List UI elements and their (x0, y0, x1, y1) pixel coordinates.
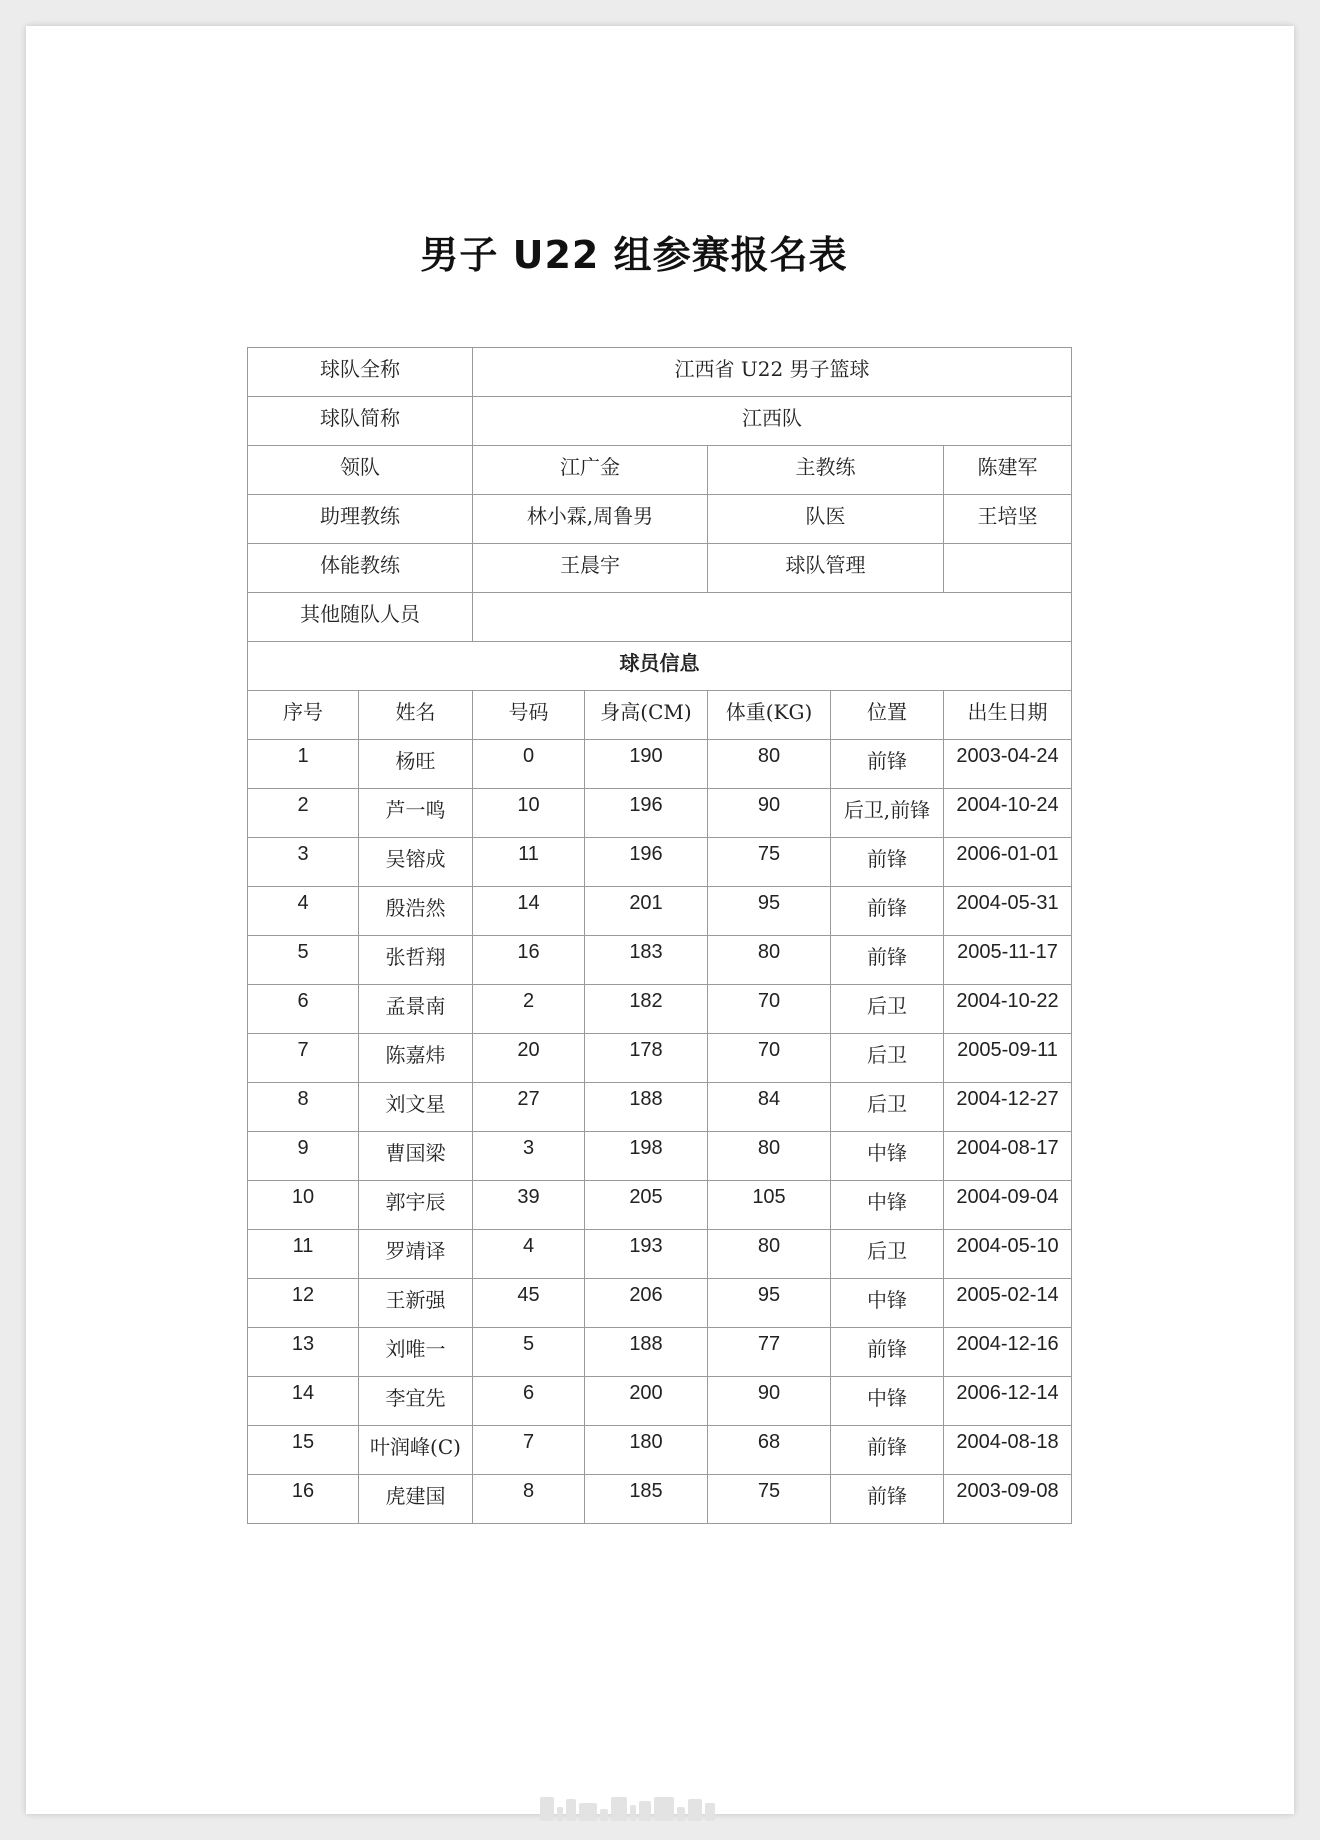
table-row (248, 1475, 1072, 1524)
cell-height: 198 (585, 1132, 708, 1181)
cell-number: 10 (473, 789, 585, 838)
table-row (248, 740, 1072, 789)
cell-height: 206 (585, 1279, 708, 1328)
cell-weight: 80 (708, 1132, 831, 1181)
cell-number: 6 (473, 1377, 585, 1426)
table-row (248, 1426, 1072, 1475)
cell-birthdate: 2004-10-24 (944, 789, 1072, 838)
cell-number: 20 (473, 1034, 585, 1083)
value-doctor: 王培坚 (944, 495, 1072, 544)
cell-number: 11 (473, 838, 585, 887)
cell-position: 前锋 (831, 936, 944, 985)
cell-position: 中锋 (831, 1132, 944, 1181)
table-row (248, 1328, 1072, 1377)
cell-weight: 80 (708, 936, 831, 985)
row-section-players (248, 642, 1072, 691)
cell-height: 196 (585, 838, 708, 887)
cell-position: 前锋 (831, 838, 944, 887)
column-header: 身高(CM) (585, 691, 708, 740)
cell-weight: 105 (708, 1181, 831, 1230)
cell-name: 罗靖译 (359, 1230, 473, 1279)
cell-name: 杨旺 (359, 740, 473, 789)
cell-birthdate: 2004-08-18 (944, 1426, 1072, 1475)
cell-name: 曹国梁 (359, 1132, 473, 1181)
cell-height: 182 (585, 985, 708, 1034)
cell-index: 10 (248, 1181, 359, 1230)
cell-number: 2 (473, 985, 585, 1034)
cell-weight: 77 (708, 1328, 831, 1377)
cell-birthdate: 2004-05-31 (944, 887, 1072, 936)
cell-position: 后卫,前锋 (831, 789, 944, 838)
cell-index: 12 (248, 1279, 359, 1328)
watermark-mark (540, 1795, 800, 1821)
row-full-name (248, 348, 1072, 397)
cell-index: 14 (248, 1377, 359, 1426)
label-leader: 领队 (248, 446, 473, 495)
label-assistant: 助理教练 (248, 495, 473, 544)
cell-position: 后卫 (831, 1034, 944, 1083)
table-row (248, 1034, 1072, 1083)
label-short-name: 球队简称 (248, 397, 473, 446)
value-manager (944, 544, 1072, 593)
cell-position: 前锋 (831, 1328, 944, 1377)
cell-number: 3 (473, 1132, 585, 1181)
value-assistant: 林小霖,周鲁男 (473, 495, 708, 544)
cell-birthdate: 2004-12-16 (944, 1328, 1072, 1377)
cell-index: 11 (248, 1230, 359, 1279)
cell-index: 9 (248, 1132, 359, 1181)
cell-index: 4 (248, 887, 359, 936)
cell-index: 15 (248, 1426, 359, 1475)
cell-name: 张哲翔 (359, 936, 473, 985)
page-title: 男子 U22 组参赛报名表 (420, 233, 848, 277)
column-header: 出生日期 (944, 691, 1072, 740)
table-row (248, 1132, 1072, 1181)
cell-birthdate: 2003-04-24 (944, 740, 1072, 789)
cell-birthdate: 2005-02-14 (944, 1279, 1072, 1328)
value-others (473, 593, 1072, 642)
column-header: 体重(KG) (708, 691, 831, 740)
cell-name: 刘唯一 (359, 1328, 473, 1377)
cell-weight: 95 (708, 887, 831, 936)
cell-height: 193 (585, 1230, 708, 1279)
cell-position: 后卫 (831, 985, 944, 1034)
table-row (248, 1279, 1072, 1328)
cell-number: 16 (473, 936, 585, 985)
column-header: 位置 (831, 691, 944, 740)
value-full-name: 江西省 U22 男子篮球 (473, 348, 1072, 397)
cell-position: 前锋 (831, 887, 944, 936)
cell-weight: 90 (708, 1377, 831, 1426)
cell-name: 王新强 (359, 1279, 473, 1328)
cell-birthdate: 2004-05-10 (944, 1230, 1072, 1279)
players-header-row (248, 691, 1072, 740)
cell-name: 陈嘉炜 (359, 1034, 473, 1083)
cell-name: 李宜先 (359, 1377, 473, 1426)
cell-position: 前锋 (831, 740, 944, 789)
cell-name: 虎建国 (359, 1475, 473, 1524)
label-full-name: 球队全称 (248, 348, 473, 397)
cell-name: 郭宇辰 (359, 1181, 473, 1230)
cell-height: 178 (585, 1034, 708, 1083)
cell-birthdate: 2003-09-08 (944, 1475, 1072, 1524)
cell-weight: 70 (708, 1034, 831, 1083)
label-manager: 球队管理 (708, 544, 944, 593)
cell-position: 后卫 (831, 1230, 944, 1279)
row-fitness (248, 544, 1072, 593)
cell-height: 190 (585, 740, 708, 789)
cell-weight: 84 (708, 1083, 831, 1132)
cell-number: 45 (473, 1279, 585, 1328)
registration-table (247, 347, 1072, 1524)
cell-height: 185 (585, 1475, 708, 1524)
cell-weight: 75 (708, 1475, 831, 1524)
cell-number: 14 (473, 887, 585, 936)
cell-index: 5 (248, 936, 359, 985)
cell-weight: 80 (708, 1230, 831, 1279)
table-row (248, 789, 1072, 838)
cell-weight: 95 (708, 1279, 831, 1328)
cell-birthdate: 2006-12-14 (944, 1377, 1072, 1426)
cell-height: 180 (585, 1426, 708, 1475)
cell-index: 8 (248, 1083, 359, 1132)
cell-birthdate: 2006-01-01 (944, 838, 1072, 887)
table-row (248, 985, 1072, 1034)
cell-name: 刘文星 (359, 1083, 473, 1132)
cell-index: 16 (248, 1475, 359, 1524)
cell-index: 2 (248, 789, 359, 838)
row-short-name (248, 397, 1072, 446)
value-fitness: 王晨宇 (473, 544, 708, 593)
cell-birthdate: 2004-10-22 (944, 985, 1072, 1034)
row-assistant (248, 495, 1072, 544)
cell-height: 201 (585, 887, 708, 936)
table-row (248, 1181, 1072, 1230)
column-header: 姓名 (359, 691, 473, 740)
cell-index: 1 (248, 740, 359, 789)
cell-height: 183 (585, 936, 708, 985)
cell-index: 6 (248, 985, 359, 1034)
label-others: 其他随队人员 (248, 593, 473, 642)
cell-position: 中锋 (831, 1377, 944, 1426)
cell-weight: 90 (708, 789, 831, 838)
cell-number: 8 (473, 1475, 585, 1524)
cell-birthdate: 2004-12-27 (944, 1083, 1072, 1132)
cell-index: 13 (248, 1328, 359, 1377)
cell-height: 205 (585, 1181, 708, 1230)
cell-birthdate: 2005-11-17 (944, 936, 1072, 985)
cell-number: 0 (473, 740, 585, 789)
table-row (248, 887, 1072, 936)
table-row (248, 936, 1072, 985)
value-short-name: 江西队 (473, 397, 1072, 446)
cell-number: 27 (473, 1083, 585, 1132)
cell-weight: 75 (708, 838, 831, 887)
cell-weight: 80 (708, 740, 831, 789)
cell-name: 叶润峰(C) (359, 1426, 473, 1475)
cell-birthdate: 2004-09-04 (944, 1181, 1072, 1230)
cell-position: 中锋 (831, 1279, 944, 1328)
label-head-coach: 主教练 (708, 446, 944, 495)
table-row (248, 838, 1072, 887)
table-row (248, 1377, 1072, 1426)
cell-birthdate: 2004-08-17 (944, 1132, 1072, 1181)
cell-name: 孟景南 (359, 985, 473, 1034)
cell-weight: 70 (708, 985, 831, 1034)
cell-weight: 68 (708, 1426, 831, 1475)
cell-height: 200 (585, 1377, 708, 1426)
cell-number: 5 (473, 1328, 585, 1377)
cell-height: 188 (585, 1083, 708, 1132)
section-title-players: 球员信息 (248, 642, 1072, 691)
cell-number: 39 (473, 1181, 585, 1230)
cell-index: 3 (248, 838, 359, 887)
cell-position: 前锋 (831, 1426, 944, 1475)
table-row (248, 1230, 1072, 1279)
value-leader: 江广金 (473, 446, 708, 495)
cell-birthdate: 2005-09-11 (944, 1034, 1072, 1083)
column-header: 序号 (248, 691, 359, 740)
column-header: 号码 (473, 691, 585, 740)
row-others (248, 593, 1072, 642)
cell-position: 前锋 (831, 1475, 944, 1524)
cell-name: 芦一鸣 (359, 789, 473, 838)
table-row (248, 1083, 1072, 1132)
cell-name: 殷浩然 (359, 887, 473, 936)
cell-height: 196 (585, 789, 708, 838)
row-leader (248, 446, 1072, 495)
cell-number: 7 (473, 1426, 585, 1475)
cell-index: 7 (248, 1034, 359, 1083)
value-head-coach: 陈建军 (944, 446, 1072, 495)
cell-height: 188 (585, 1328, 708, 1377)
label-doctor: 队医 (708, 495, 944, 544)
label-fitness: 体能教练 (248, 544, 473, 593)
cell-number: 4 (473, 1230, 585, 1279)
cell-position: 后卫 (831, 1083, 944, 1132)
cell-position: 中锋 (831, 1181, 944, 1230)
cell-name: 吴镕成 (359, 838, 473, 887)
